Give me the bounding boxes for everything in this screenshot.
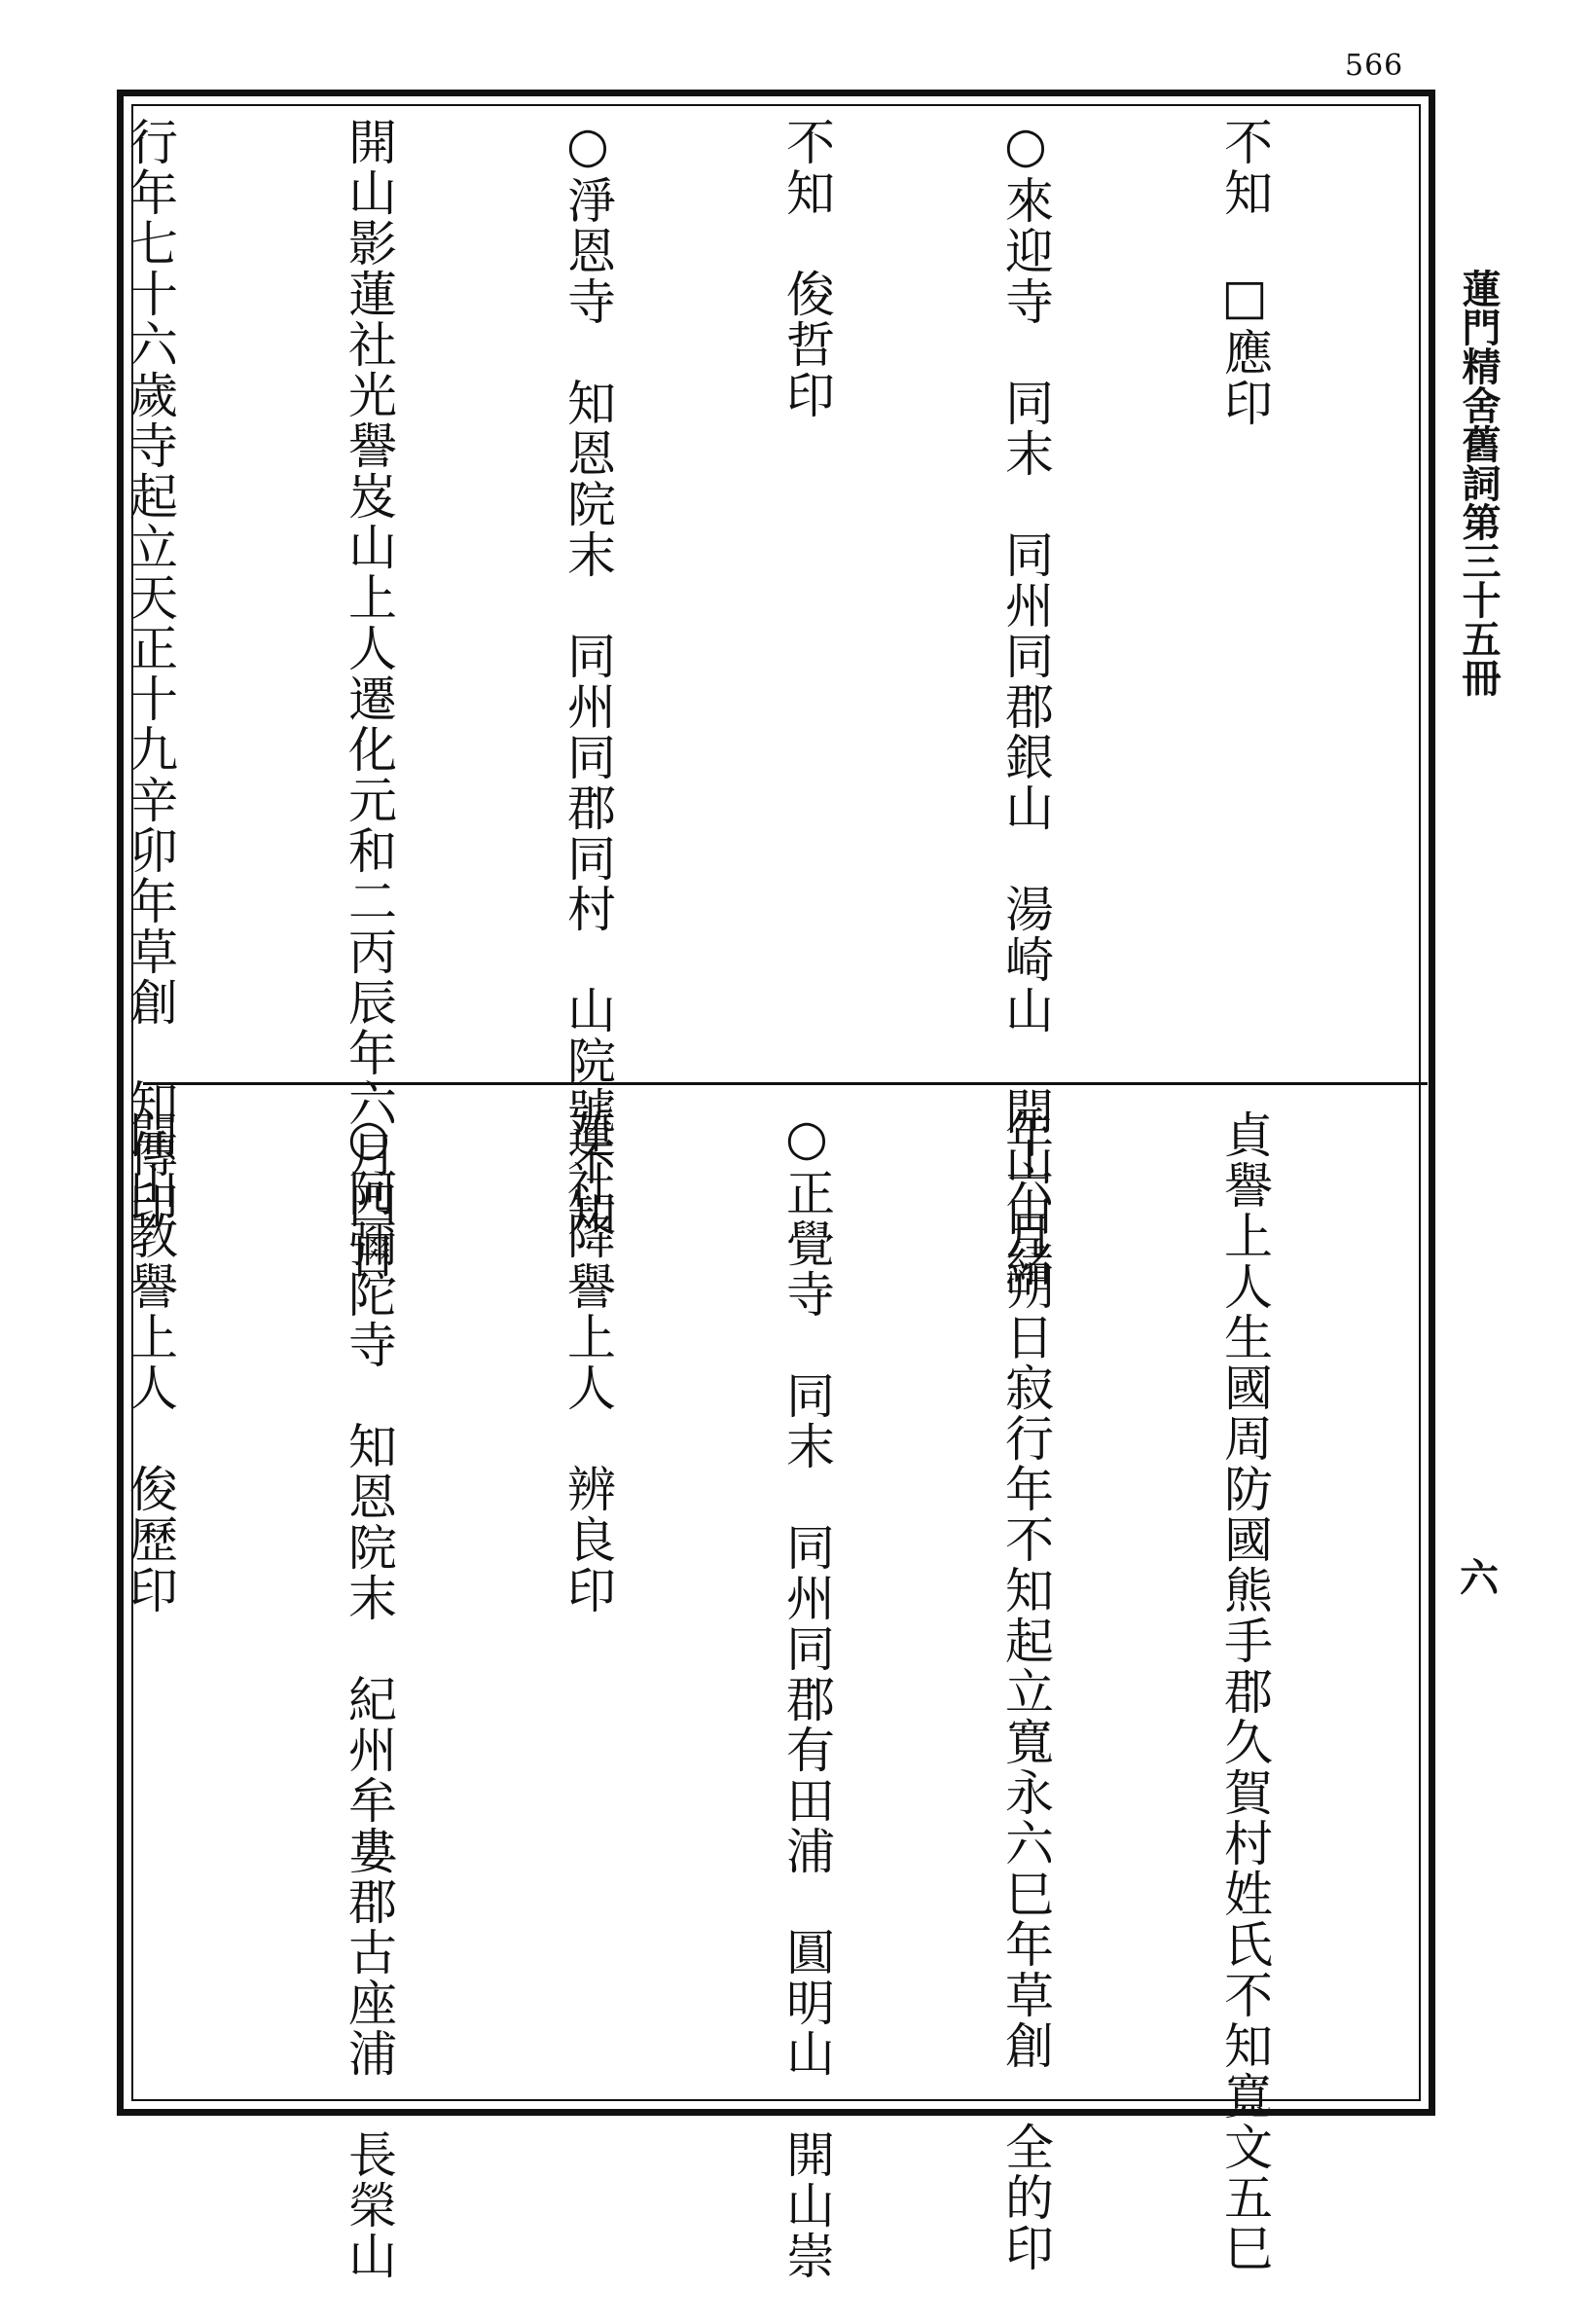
page-number: 566 (1345, 49, 1404, 83)
text-line: ○正覺寺 同末 同州同郡有田浦 圓明山 開山崇 (778, 1109, 835, 2281)
text-line: 年六月朔日寂行年不知起立寬永六巳年草創 全的印 (997, 1109, 1054, 2273)
text-line: 開山教譽上人 俊歷印 (122, 1109, 178, 1616)
text-line: ○淨恩寺 知恩院末 同州同郡同村 山院號不知 (560, 117, 616, 1238)
text-line: 蓮社降譽上人 辨良印 (560, 1109, 616, 1616)
lower-text-block (122, 1109, 1427, 2281)
section-divider (143, 1082, 1428, 1085)
text-line: 貞譽上人生國周防國熊手郡久賀村姓氏不知寬文五巳 (1216, 1109, 1273, 2273)
text-line: ○阿彌陀寺 知恩院末 紀州牟婁郡古座浦 長榮山 (341, 1109, 397, 2281)
upper-text-block (122, 117, 1427, 1289)
text-line: 行年七十六歲寺起立天正十九辛卯年草創 知傳印 (122, 117, 178, 1230)
text-line: 不知 俊哲印 (778, 117, 835, 420)
text-line: 開山影蓮社光譽岌山上人遷化元和二丙辰年六月四日 (341, 117, 397, 1281)
running-title: 蓮門精舍舊詞第三十五冊 (1456, 269, 1502, 697)
folio-number: 六 (1460, 1555, 1499, 1601)
text-line: ○來迎寺 同末 同州同郡銀山 湯崎山 開山由緒 (997, 117, 1054, 1289)
text-line: 不知 □應印 (1216, 117, 1273, 428)
